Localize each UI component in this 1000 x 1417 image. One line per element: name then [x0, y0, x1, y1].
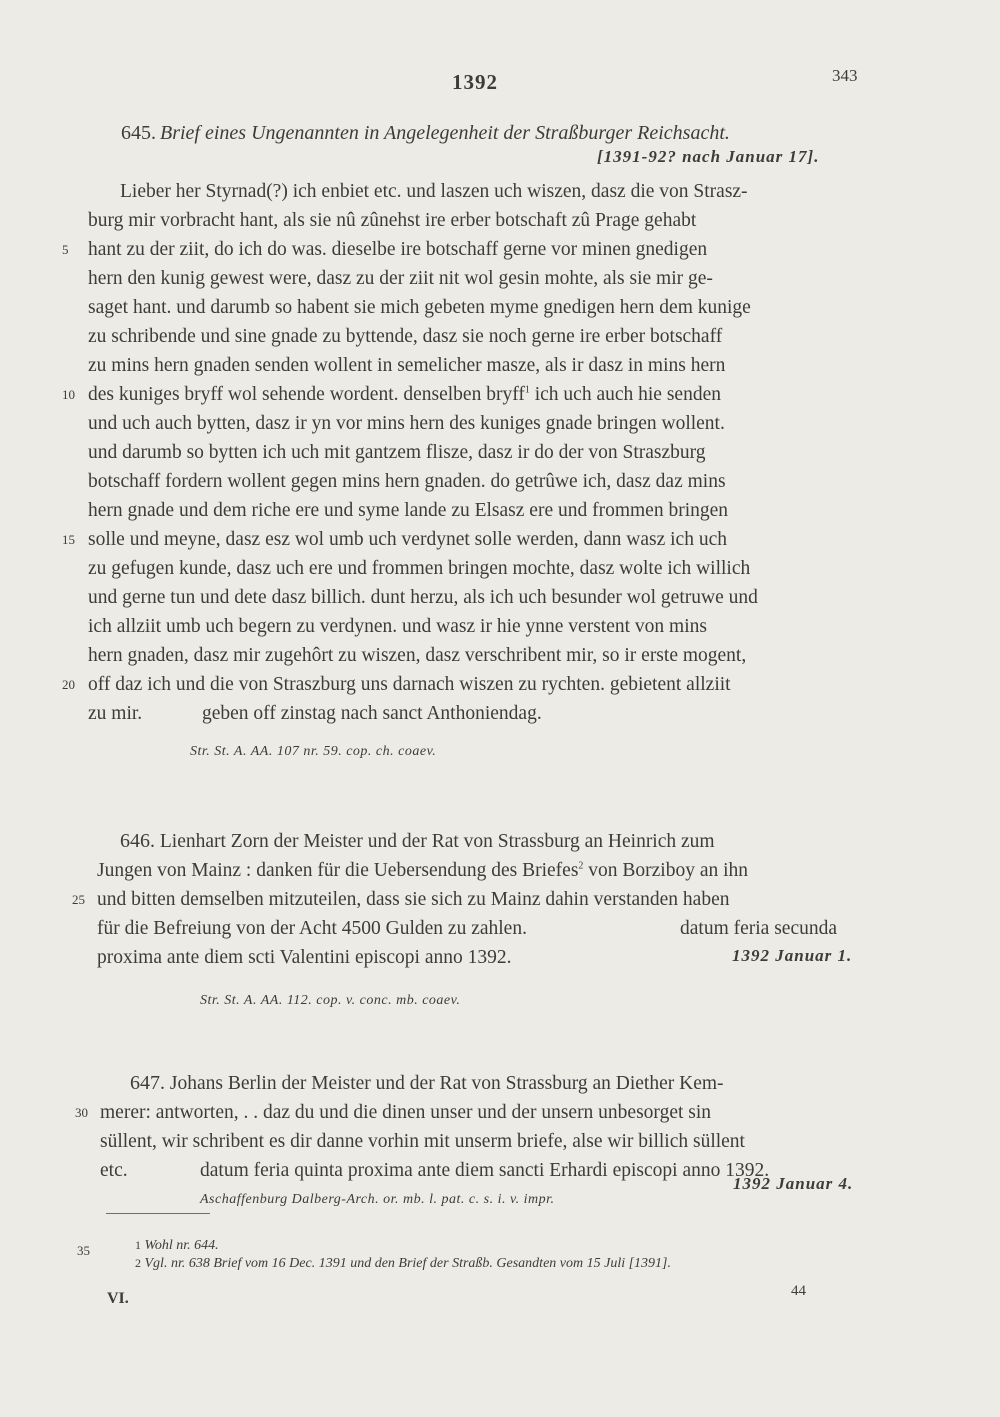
doc-646-line: [97, 855, 748, 886]
doc-646-line: proxima ante diem scti Valentini episcopi anno 1392.: [97, 947, 512, 968]
page-number: 343: [832, 66, 858, 85]
doc-647-line: etc.: [100, 1160, 128, 1181]
doc-646-line: datum feria secunda: [680, 918, 838, 939]
doc-646-line: für die Befreiung von der Acht 4500 Gulden zu zahlen.: [97, 918, 527, 939]
doc-645-heading: [121, 122, 730, 145]
doc-645-line: botschaff fordern wollent gegen mins hern gnaden. do getrûwe ich, dasz daz mins: [88, 471, 726, 492]
doc-647-line: merer: antworten, . . daz du und die dinen unser und der unsern unbesorget sin: [100, 1102, 712, 1123]
doc-645-date: [1391-92? nach Januar 17].: [597, 147, 820, 166]
footnote-2: [135, 1256, 671, 1272]
doc-645-line: [88, 379, 721, 410]
margin-line-number: 30: [75, 1105, 88, 1120]
doc-645-line: zu schribende und sine gnade zu byttende, dasz sie noch gerne ire erber botschaff: [88, 326, 723, 347]
doc-645-line: zu mir.: [88, 703, 143, 724]
doc-645-line: burg mir vorbracht hant, als sie nû zûnehst ire erber botschaft zû Prage gehabt: [88, 210, 697, 231]
footnote-text: Vgl. nr. 638 Brief vom 16 Dec. 1391 und den Brief der Straßb. Gesandten vom 15 Juli [1391].: [144, 1256, 671, 1271]
running-header-year: 1392: [452, 70, 498, 94]
doc-646-date: 1392 Januar 1.: [732, 946, 853, 965]
doc-646-source: Str. St. A. AA. 112. cop. v. conc. mb. coaev.: [200, 993, 461, 1008]
doc-645-line: hern den kunig gewest were, dasz zu der ziit nit wol gesin mohte, als sie mir ge-: [88, 268, 713, 289]
doc-647-date: 1392 Januar 4.: [733, 1174, 854, 1193]
doc-645-line: zu gefugen kunde, dasz uch ere und frommen bringen mochte, dasz wolte ich willich: [88, 558, 751, 579]
doc-645-title: Brief eines Ungenannten in Angelegenheit der Straßburger Reichsacht.: [160, 122, 730, 144]
doc-647-line: datum feria quinta proxima ante diem sancti Erhardi episcopi anno 1392.: [200, 1160, 770, 1181]
doc-646-number: 646.: [120, 830, 155, 852]
doc-645-line: ich allziit umb uch begern zu verdynen. und wasz ir hie ynne verstent von mins: [88, 616, 707, 637]
doc-645-line: zu mins hern gnaden senden wollent in semelicher masze, als ir dasz in mins hern: [88, 355, 726, 376]
doc-647-line: [130, 1068, 724, 1099]
footnote-text: Wohl nr. 644.: [144, 1238, 219, 1253]
doc-646-line-text: Jungen von Mainz : danken für die Uebersendung des Briefes: [97, 860, 579, 881]
doc-645-line: solle und meyne, dasz esz wol umb uch verdynet solle werden, dann wasz ich uch: [88, 529, 727, 550]
margin-line-number: 10: [62, 387, 75, 402]
doc-645-number: 645.: [121, 122, 156, 144]
doc-645-line: hant zu der ziit, do ich do was. dieselbe ire botschaff gerne vor minen gnedigen: [88, 239, 708, 260]
footnote-rule: [106, 1213, 210, 1214]
doc-647-line-text: Johans Berlin der Meister und der Rat von Strassburg an Diether Kem-: [169, 1073, 724, 1094]
doc-646-line-text: von Borziboy an ihn: [588, 860, 749, 881]
doc-646-line-text: Lienhart Zorn der Meister und der Rat von Strassburg an Heinrich zum: [159, 831, 715, 852]
doc-645-line: Lieber her Styrnad(?) ich enbiet etc. und laszen uch wiszen, dasz die von Strasz-: [120, 181, 748, 202]
footnote-ref-1[interactable]: 1: [524, 384, 530, 396]
margin-line-number: 15: [62, 532, 75, 547]
doc-645-line-text: des kuniges bryff wol sehende wordent. denselben bryff: [88, 384, 525, 405]
margin-line-number: 5: [62, 242, 69, 257]
footnote-number: 2: [135, 1256, 141, 1270]
footnote-ref-2[interactable]: 2: [578, 860, 584, 872]
sheet-number: 44: [791, 1283, 806, 1299]
margin-line-number: 35: [77, 1243, 90, 1258]
doc-645-line: hern gnaden, dasz mir zugehôrt zu wiszen, dasz verschribent mir, so ir erste mogent,: [88, 645, 747, 666]
doc-645-line-text: ich uch auch hie senden: [534, 384, 721, 405]
doc-645-line: und uch auch bytten, dasz ir yn vor mins hern des kuniges gnade bringen wollent.: [88, 413, 725, 434]
doc-645-line: saget hant. und darumb so habent sie mich gebeten myme gnedigen hern dem kunige: [88, 297, 751, 318]
doc-645-line: und gerne tun und dete dasz billich. dunt herzu, als ich uch besunder wol getruwe und: [88, 587, 758, 608]
footnote-1: [135, 1238, 219, 1254]
doc-645-line: off daz ich und die von Straszburg uns darnach wiszen zu rychten. gebietent allziit: [88, 674, 731, 695]
doc-645-line: hern gnade und dem riche ere und syme lande zu Elsasz ere und frommen bringen: [88, 500, 729, 521]
signature-mark: VI.: [107, 1290, 129, 1307]
doc-645-dating-clause: geben off zinstag nach sanct Anthoniendag.: [202, 703, 542, 724]
doc-645-line: und darumb so bytten ich uch mit gantzem flisze, dasz ir do der von Straszburg: [88, 442, 706, 463]
doc-647-number: 647.: [130, 1072, 165, 1094]
doc-646-line: und bitten demselben mitzuteilen, dass sie sich zu Mainz dahin verstanden haben: [97, 889, 730, 910]
doc-646-line: [120, 826, 715, 857]
doc-647-line: süllent, wir schribent es dir danne vorhin mit unserm briefe, alse wir billich süllent: [100, 1131, 745, 1152]
footnote-number: 1: [135, 1238, 141, 1252]
doc-647-source: Aschaffenburg Dalberg-Arch. or. mb. l. pat. c. s. i. v. impr.: [200, 1192, 555, 1207]
margin-line-number: 25: [72, 892, 85, 907]
margin-line-number: 20: [62, 677, 75, 692]
doc-645-source: Str. St. A. AA. 107 nr. 59. cop. ch. coaev.: [190, 744, 437, 759]
